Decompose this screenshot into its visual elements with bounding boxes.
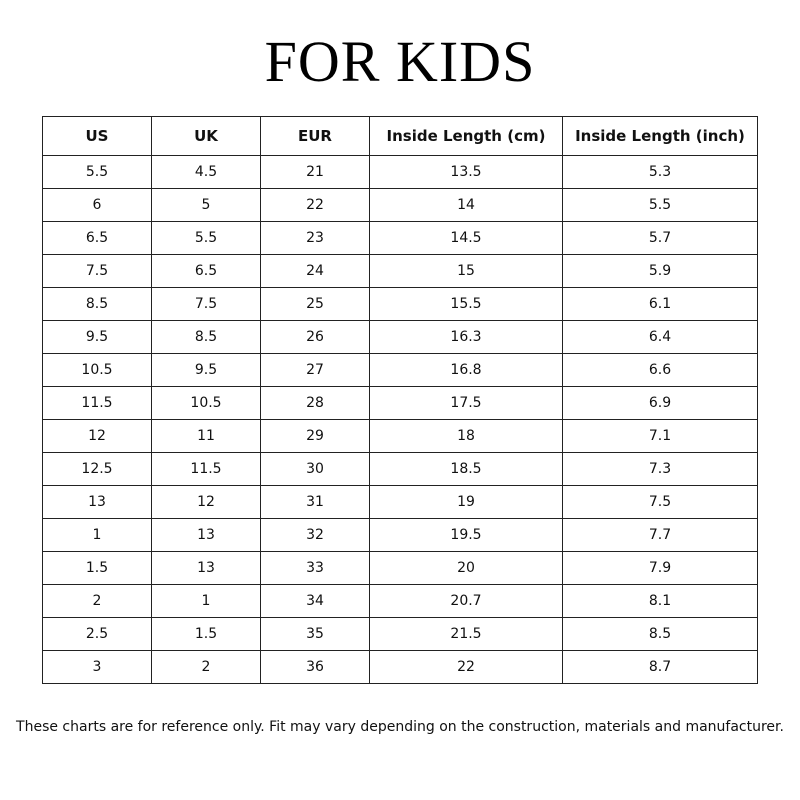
cell-eur: 35 xyxy=(261,618,370,651)
cell-us: 11.5 xyxy=(43,387,152,420)
table-row xyxy=(43,618,758,651)
cell-length-inch: 7.9 xyxy=(563,552,758,585)
cell-us: 9.5 xyxy=(43,321,152,354)
table-row xyxy=(43,585,758,618)
cell-us: 12 xyxy=(43,420,152,453)
cell-eur: 25 xyxy=(261,288,370,321)
cell-uk: 12 xyxy=(152,486,261,519)
cell-length-cm: 14 xyxy=(370,189,563,222)
cell-us: 6 xyxy=(43,189,152,222)
cell-eur: 34 xyxy=(261,585,370,618)
cell-uk: 2 xyxy=(152,651,261,684)
cell-length-cm: 20 xyxy=(370,552,563,585)
cell-us: 7.5 xyxy=(43,255,152,288)
cell-us: 2 xyxy=(43,585,152,618)
cell-eur: 32 xyxy=(261,519,370,552)
cell-us: 12.5 xyxy=(43,453,152,486)
cell-uk: 5 xyxy=(152,189,261,222)
cell-us: 13 xyxy=(43,486,152,519)
cell-length-inch: 8.1 xyxy=(563,585,758,618)
header-inside-length-inch: Inside Length (inch) xyxy=(563,117,758,156)
cell-length-cm: 15 xyxy=(370,255,563,288)
cell-length-inch: 6.1 xyxy=(563,288,758,321)
cell-length-cm: 19.5 xyxy=(370,519,563,552)
cell-length-cm: 14.5 xyxy=(370,222,563,255)
cell-length-inch: 5.9 xyxy=(563,255,758,288)
cell-us: 8.5 xyxy=(43,288,152,321)
cell-uk: 9.5 xyxy=(152,354,261,387)
cell-length-inch: 7.3 xyxy=(563,453,758,486)
cell-uk: 7.5 xyxy=(152,288,261,321)
cell-eur: 22 xyxy=(261,189,370,222)
cell-us: 1 xyxy=(43,519,152,552)
cell-length-cm: 18.5 xyxy=(370,453,563,486)
page-title: FOR KIDS xyxy=(264,29,536,94)
cell-uk: 11 xyxy=(152,420,261,453)
table-row xyxy=(43,288,758,321)
table-row xyxy=(43,651,758,684)
table-row xyxy=(43,486,758,519)
cell-eur: 24 xyxy=(261,255,370,288)
cell-length-cm: 21.5 xyxy=(370,618,563,651)
cell-uk: 1 xyxy=(152,585,261,618)
cell-uk: 13 xyxy=(152,552,261,585)
cell-length-inch: 8.5 xyxy=(563,618,758,651)
reference-disclaimer: These charts are for reference only. Fit may vary depending on the construction, materials and manufacturer. xyxy=(16,719,784,735)
cell-length-inch: 7.5 xyxy=(563,486,758,519)
table-row xyxy=(43,387,758,420)
table-row xyxy=(43,189,758,222)
cell-length-inch: 8.7 xyxy=(563,651,758,684)
table-row xyxy=(43,453,758,486)
cell-uk: 8.5 xyxy=(152,321,261,354)
cell-length-inch: 6.9 xyxy=(563,387,758,420)
table-row xyxy=(43,156,758,189)
cell-uk: 11.5 xyxy=(152,453,261,486)
table-header-row xyxy=(43,117,758,156)
header-uk: UK xyxy=(152,117,261,156)
header-inside-length-cm: Inside Length (cm) xyxy=(370,117,563,156)
cell-eur: 27 xyxy=(261,354,370,387)
cell-uk: 4.5 xyxy=(152,156,261,189)
cell-length-cm: 13.5 xyxy=(370,156,563,189)
cell-eur: 30 xyxy=(261,453,370,486)
cell-length-inch: 6.6 xyxy=(563,354,758,387)
cell-eur: 33 xyxy=(261,552,370,585)
size-chart-table xyxy=(42,116,758,684)
cell-length-cm: 18 xyxy=(370,420,563,453)
cell-us: 1.5 xyxy=(43,552,152,585)
table-row xyxy=(43,519,758,552)
cell-eur: 26 xyxy=(261,321,370,354)
table-row xyxy=(43,255,758,288)
cell-eur: 29 xyxy=(261,420,370,453)
cell-us: 10.5 xyxy=(43,354,152,387)
cell-eur: 31 xyxy=(261,486,370,519)
cell-us: 2.5 xyxy=(43,618,152,651)
cell-length-cm: 16.8 xyxy=(370,354,563,387)
cell-length-inch: 7.7 xyxy=(563,519,758,552)
cell-length-inch: 5.7 xyxy=(563,222,758,255)
cell-length-inch: 5.5 xyxy=(563,189,758,222)
cell-uk: 5.5 xyxy=(152,222,261,255)
cell-length-cm: 20.7 xyxy=(370,585,563,618)
table-row xyxy=(43,321,758,354)
table-row xyxy=(43,222,758,255)
cell-length-cm: 17.5 xyxy=(370,387,563,420)
header-eur: EUR xyxy=(261,117,370,156)
cell-eur: 23 xyxy=(261,222,370,255)
cell-length-cm: 19 xyxy=(370,486,563,519)
cell-us: 3 xyxy=(43,651,152,684)
cell-length-cm: 16.3 xyxy=(370,321,563,354)
cell-us: 5.5 xyxy=(43,156,152,189)
cell-length-cm: 22 xyxy=(370,651,563,684)
cell-uk: 1.5 xyxy=(152,618,261,651)
cell-length-inch: 5.3 xyxy=(563,156,758,189)
cell-eur: 28 xyxy=(261,387,370,420)
cell-uk: 6.5 xyxy=(152,255,261,288)
cell-length-cm: 15.5 xyxy=(370,288,563,321)
cell-eur: 36 xyxy=(261,651,370,684)
table-row xyxy=(43,552,758,585)
table-row xyxy=(43,420,758,453)
table-row xyxy=(43,354,758,387)
cell-us: 6.5 xyxy=(43,222,152,255)
cell-eur: 21 xyxy=(261,156,370,189)
cell-length-inch: 6.4 xyxy=(563,321,758,354)
cell-length-inch: 7.1 xyxy=(563,420,758,453)
cell-uk: 10.5 xyxy=(152,387,261,420)
header-us: US xyxy=(43,117,152,156)
cell-uk: 13 xyxy=(152,519,261,552)
